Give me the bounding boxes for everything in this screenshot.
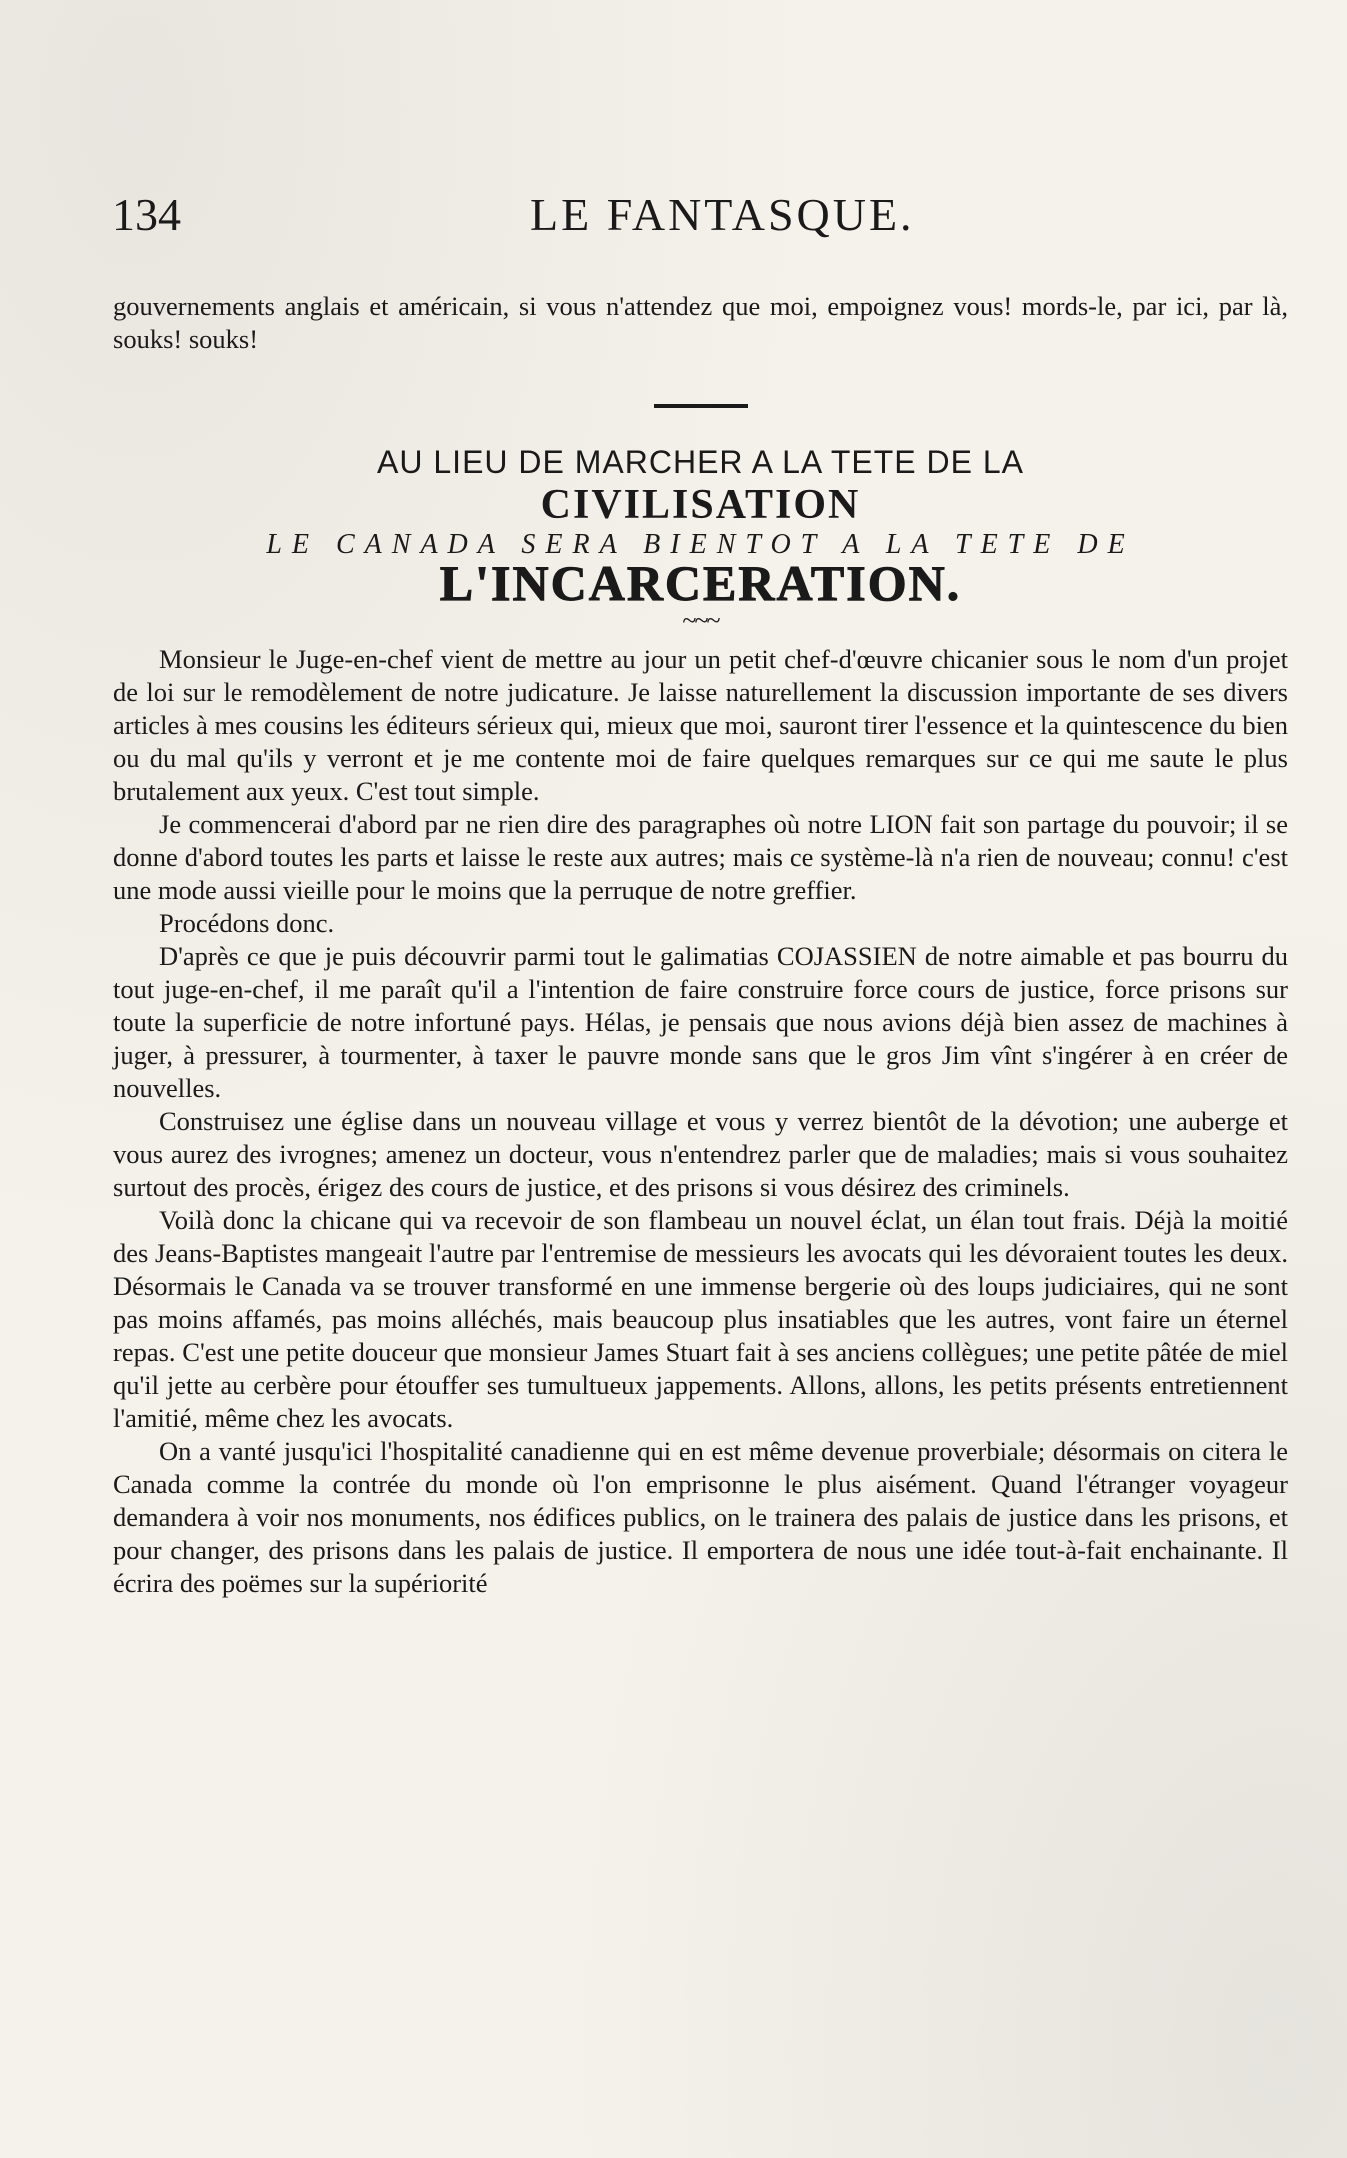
article-heading-line-1: AU LIEU DE MARCHER A LA TETE DE LA [377,444,1024,480]
article-heading-line-3: LE CANADA SERA BIENTOT A LA TETE DE [266,529,1135,560]
page-number: 134 [112,189,181,240]
article-body [113,643,1288,1600]
continuation-paragraph: gouvernements anglais et américain, si vous n'attendez que moi, empoignez vous! mords-le, par ici, par là, souks! souks! [113,291,1288,354]
article-paragraph: Construisez une église dans un nouveau village et vous y verrez bientôt de la dévotion; une auberge et vous aurez des ivrognes; amenez un docteur, vous n'entendrez parler que de maladies; mais si vous souhaitez surtout des procès, érigez des cours de justice, et des prisons si vous désirez des criminels. [113,1106,1288,1202]
article-heading-line-4: L'INCARCERATION. [439,555,962,611]
article-paragraph: D'après ce que je puis découvrir parmi tout le galimatias COJASSIEN de notre aimable et pas bourru du tout juge-en-chef, il me paraît qu'il a l'intention de faire construire force cours de justice, force prisons sur toute la superficie de notre infortuné pays. Hélas, je pensais que nous avions déjà bien assez de machines à juger, à pressurer, à tourmenter, à taxer le pauvre monde sans que le gros Jim vînt s'ingérer à en créer de nouvelles. [113,941,1288,1103]
article-paragraph: Monsieur le Juge-en-chef vient de mettre au jour un petit chef-d'œuvre chicanier sous le nom d'un projet de loi sur le remodèlement de notre judicature. Je laisse naturellement la discussion importante de ses divers articles à mes cousins les éditeurs sérieux qui, mieux que moi, sauront tirer l'essence et la quintescence du bien ou du mal qu'ils y verront et je me contente moi de faire quelques remarques sur ce qui me saute le plus brutalement aux yeux. C'est tout simple. [113,644,1288,806]
running-head [112,188,1232,248]
publication-title: LE FANTASQUE. [530,189,915,240]
article-paragraph: Je commencerai d'abord par ne rien dire des paragraphes où notre LION fait son partage du pouvoir; il se donne d'abord toutes les parts et laisse le reste aux autres; mais ce système-là n'a rien de nouveau; connu! c'est une mode aussi vieille pour le moins que la perruque de notre greffier. [113,809,1288,905]
ornament-flourish: ~~~ [682,606,719,635]
article-heading-line-2: CIVILISATION [540,482,861,528]
article-paragraph: On a vanté jusqu'ici l'hospitalité canadienne qui en est même devenue proverbiale; désormais on citera le Canada comme la contrée du monde où l'on emprisonne le plus aisément. Quand l'étranger voyageur demandera à voir nos monuments, nos édifices publics, on le trainera des palais de justice dans les prisons, et pour changer, des prisons dans les palais de justice. Il emportera de nous une idée tout-à-fait enchainante. Il écrira des poëmes sur la supériorité [113,1436,1288,1598]
text-column [113,290,1288,1600]
article-paragraph: Procédons donc. [159,908,335,938]
article-paragraph: Voilà donc la chicane qui va recevoir de son flambeau un nouvel éclat, un élan tout frais. Déjà la moitié des Jeans-Baptistes mangeait l'autre par l'entremise de messieurs les avocats qui les dévoraient toutes les deux. Désormais le Canada va se trouver transformé en une immense bergerie où des loups judiciaires, qui ne sont pas moins affamés, pas moins alléchés, mais beaucoup plus insatiables que les autres, vont faire un éternel repas. C'est une petite douceur que monsieur James Stuart fait à ses anciens collègues; une petite pâtée de miel qu'il jette au cerbère pour étouffer ses tumultueux jappements. Allons, allons, les petits présents entretiennent l'amitié, même chez les avocats. [113,1205,1288,1433]
section-divider [654,404,748,408]
